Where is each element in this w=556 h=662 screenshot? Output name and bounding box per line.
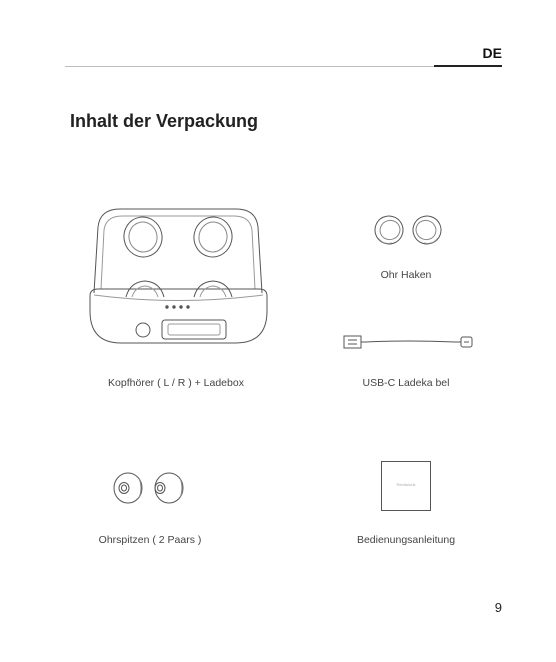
item-caption-usb-cable: USB-C Ladeka bel (362, 377, 450, 389)
item-caption-ear-hooks: Ohr Haken (380, 269, 432, 281)
ear-tips-icon (108, 470, 188, 506)
item-caption-manual: Bedienungsanleitung (356, 534, 456, 546)
item-caption-earbuds: Kopfhörer ( L / R ) + Ladebox (108, 377, 244, 389)
usb-c-cable-icon (343, 332, 473, 352)
charging-case-icon (86, 203, 271, 351)
item-caption-ear-tips: Ohrspitzen ( 2 Paars ) (98, 534, 202, 546)
manual-brand-text: Remfuluuk (396, 482, 416, 487)
header-rule (65, 66, 434, 67)
header-rule-accent (434, 65, 502, 67)
section-title: Inhalt der Verpackung (70, 111, 259, 131)
page-number: 9 (494, 600, 502, 615)
ear-hooks-icon (370, 212, 446, 248)
language-label: DE (482, 45, 502, 61)
user-manual-icon (381, 461, 431, 511)
